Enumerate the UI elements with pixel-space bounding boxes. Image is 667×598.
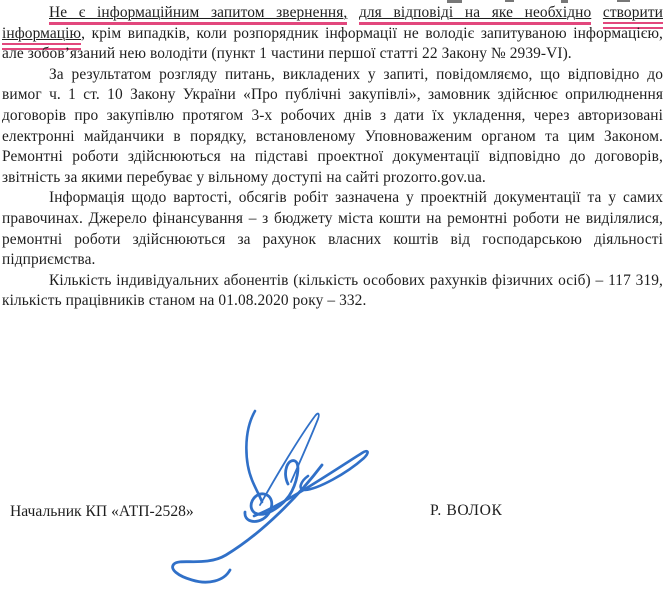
text-run: Кількість індивідуальних абонентів (кількість особових рахунків фізичних осіб) – 117 319, кількість працівників станом на 01.08.2020 року – 332. bbox=[2, 271, 663, 310]
signatory-role: Начальник КП «АТП-2528» bbox=[10, 503, 194, 520]
signatory-name: Р. ВОЛОК bbox=[430, 502, 503, 519]
paragraph bbox=[2, 3, 663, 65]
paragraph bbox=[2, 65, 663, 189]
text-run: За результатом розгляду питань, викладених у запиті, повідомляємо, що відповідно до вимог ч. 1 ст. 10 Закону України «Про публічні закупівлі», замовник здійснює оприлюднення договорів про закупівлю протягом 3-х робочих днів з дати їх укладення, через авторизовані електронні майданчики в порядку, встановленому Уповноваженим органом та цим Законом. Ремонтні роботи здійснюються на підставі проектної документації відповідно до договорів, звітність за якими перебуває у вільному доступі на сайті prozorro.gov.ua. bbox=[2, 65, 663, 186]
paragraph bbox=[2, 188, 663, 270]
text-run bbox=[591, 4, 603, 21]
cut-off-line-fragment bbox=[505, 0, 514, 2]
text-run: , крім випадків, коли розпорядник інформації не володіє запитуваною інформацією, але зобов’язаний нею володіти (пункт 1 частини першої статті 22 Закону № 2939-VI). bbox=[2, 24, 663, 63]
cut-off-line-fragment bbox=[617, 0, 630, 2]
text-run bbox=[347, 4, 359, 21]
highlighted-text: для відповіді на яке необхідно bbox=[359, 4, 591, 25]
paragraph bbox=[2, 271, 663, 312]
letter-body bbox=[2, 3, 663, 312]
highlighted-text: створити інформацію bbox=[2, 4, 663, 50]
text-run: Інформація щодо вартості, обсягів робіт зазначена у проектній документації та у самих правочинах. Джерело фінансування – з бюджету міста кошти на ремонтні роботи не виділялися, ремонтні роботи здійснюються за рахунок власних коштів від господарською діяльності підприємства. bbox=[2, 189, 663, 269]
highlighted-text: Не є інформаційним запитом звернення, bbox=[49, 4, 347, 25]
signature-ink bbox=[150, 408, 390, 598]
